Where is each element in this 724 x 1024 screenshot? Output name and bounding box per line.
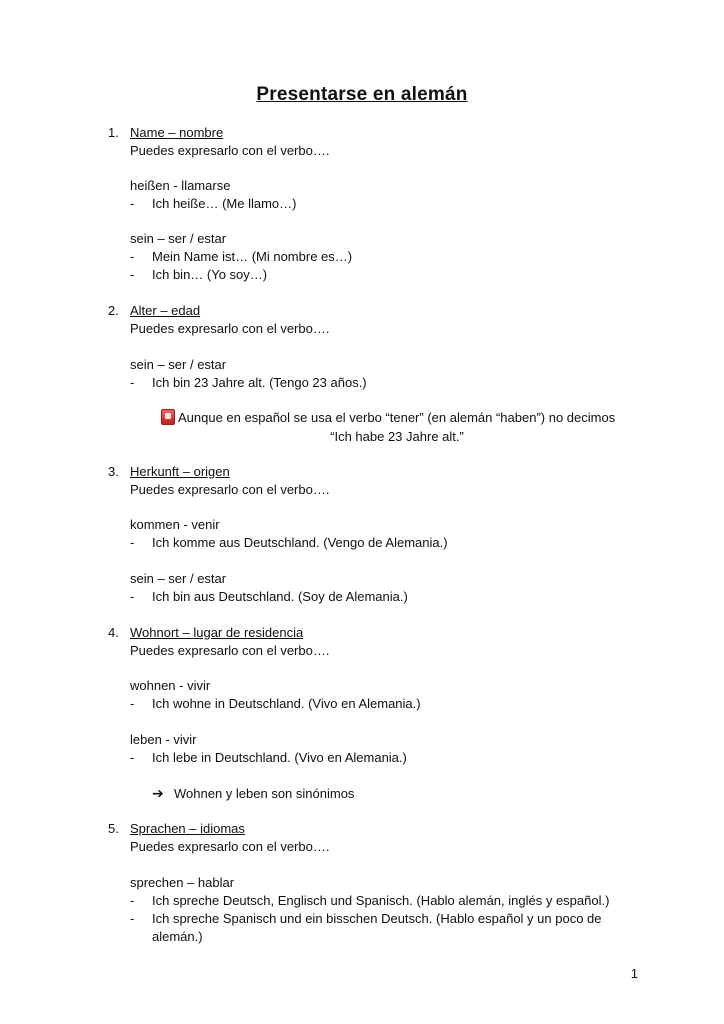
verb-label: leben - vivir	[130, 732, 197, 747]
note-text: Aunque en español se usa el verbo “tener” (en alemán “haben”) no decimos	[178, 410, 616, 425]
section-heading: Wohnort – lugar de residencia	[130, 625, 304, 640]
bullet-dash: -	[130, 196, 135, 211]
example-sentence: Ich spreche Spanisch und ein bisschen Deutsch. (Hablo español y un poco de	[152, 911, 602, 926]
section-intro: Puedes expresarlo con el verbo….	[130, 643, 330, 658]
example-sentence: Ich heiße… (Me llamo…)	[152, 196, 297, 211]
section-heading: Alter – edad	[130, 303, 201, 318]
verb-label: sprechen – hablar	[130, 875, 235, 890]
note-text-continuation: “Ich habe 23 Jahre alt.”	[330, 429, 464, 444]
bullet-dash: -	[130, 375, 135, 390]
verb-label: sein – ser / estar	[130, 231, 227, 246]
section-number: 4.	[108, 625, 119, 640]
arrow-right-icon: ➔	[152, 785, 164, 801]
section-heading: Name – nombre	[130, 125, 224, 140]
section-number: 2.	[108, 303, 119, 318]
section-heading: Herkunft – origen	[130, 464, 230, 479]
example-sentence: Ich komme aus Deutschland. (Vengo de Alemania.)	[152, 535, 448, 550]
bullet-dash: -	[130, 696, 135, 711]
verb-label: heißen - llamarse	[130, 178, 231, 193]
example-sentence: Ich spreche Deutsch, Englisch und Spanisch. (Hablo alemán, inglés y español.)	[152, 893, 610, 908]
bullet-dash: -	[130, 911, 135, 926]
example-sentence: Ich bin… (Yo soy…)	[152, 267, 268, 282]
example-sentence: Ich wohne in Deutschland. (Vivo en Alemania.)	[152, 696, 421, 711]
example-sentence: Ich bin 23 Jahre alt. (Tengo 23 años.)	[152, 375, 367, 390]
warning-note-icon	[161, 409, 175, 425]
section-intro: Puedes expresarlo con el verbo….	[130, 482, 330, 497]
bullet-dash: -	[130, 267, 135, 282]
section-number: 5.	[108, 821, 119, 836]
bullet-dash: -	[130, 893, 135, 908]
bullet-dash: -	[130, 535, 135, 550]
example-sentence: Ich bin aus Deutschland. (Soy de Alemania.)	[152, 589, 408, 604]
section-number: 1.	[108, 125, 119, 140]
section-heading: Sprachen – idiomas	[130, 821, 245, 836]
verb-label: sein – ser / estar	[130, 357, 227, 372]
verb-label: kommen - venir	[130, 517, 220, 532]
bullet-dash: -	[130, 750, 135, 765]
section-number: 3.	[108, 464, 119, 479]
example-sentence: Mein Name ist… (Mi nombre es…)	[152, 249, 353, 264]
verb-label: sein – ser / estar	[130, 571, 227, 586]
page-number: 1	[630, 966, 638, 981]
section-intro: Puedes expresarlo con el verbo….	[130, 839, 330, 854]
page-title: Presentarse en alemán	[256, 84, 468, 105]
verb-label: wohnen - vivir	[130, 678, 211, 693]
bullet-dash: -	[130, 589, 135, 604]
section-intro: Puedes expresarlo con el verbo….	[130, 321, 330, 336]
example-sentence-continuation: alemán.)	[152, 929, 203, 944]
section-intro: Puedes expresarlo con el verbo….	[130, 143, 330, 158]
arrow-note-text: Wohnen y leben son sinónimos	[174, 786, 355, 801]
bullet-dash: -	[130, 249, 135, 264]
example-sentence: Ich lebe in Deutschland. (Vivo en Alemania.)	[152, 750, 407, 765]
